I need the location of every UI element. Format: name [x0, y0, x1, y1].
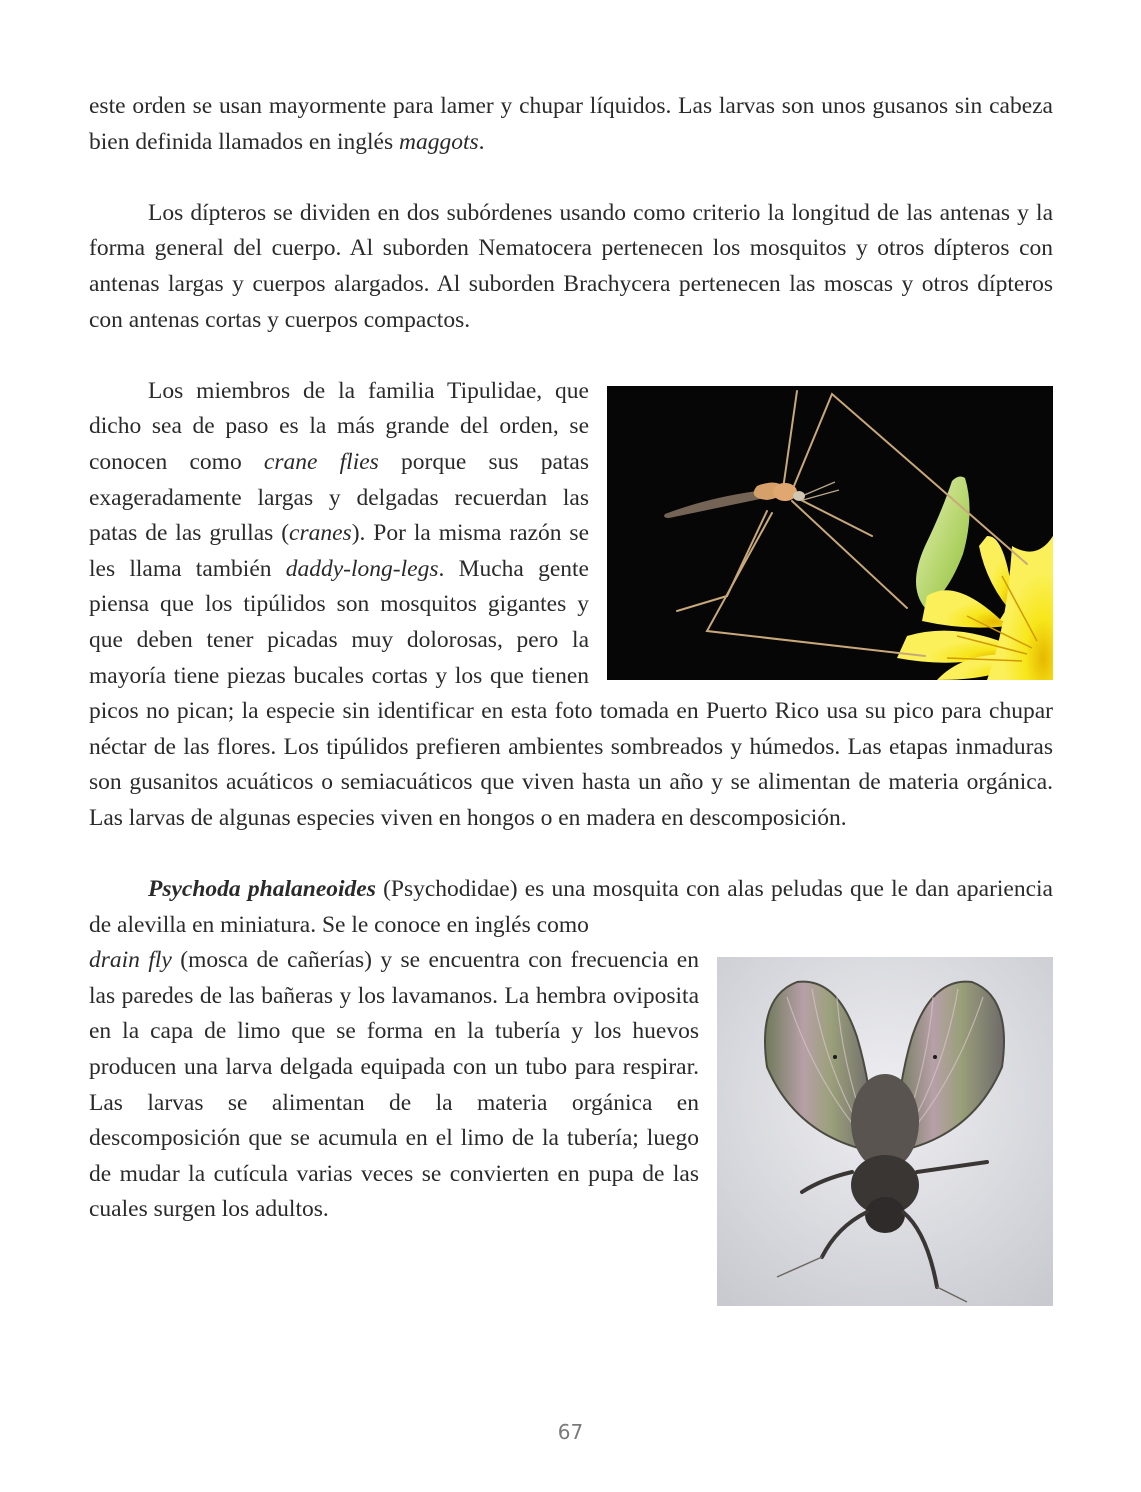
page-number: 67: [557, 1420, 584, 1444]
term-daddy-long-legs: daddy-long-legs: [285, 555, 439, 582]
crane-fly-illustration: [607, 386, 1053, 680]
paragraph-gap: [89, 338, 1053, 374]
paragraph-3-text: ). Por la misma razón se les llama también: [89, 520, 590, 582]
text-column: [89, 89, 1053, 1306]
term-drain-fly: drain fly: [89, 947, 172, 974]
paragraph-gap: [89, 160, 1053, 196]
paragraph-3-text: . Mucha gente piensa que los tipúlidos son mosquitos gigantes y que deben tener picadas muy dolorosas, pero la mayoría tiene piezas bucales cortas y los que tienen picos no pican; la especie sin identificar en esta foto tomada en Puerto Rico usa su pico para chupar néctar de las flores. Los tipúlidos prefieren ambientes sombreados y húmedos. Las etapas inmaduras son gusanitos acuáticos o semiacuáticos que viven hasta un año y se alimentan de materia orgánica. Las larvas de algunas especies viven en hongos o en madera en descomposición.: [89, 555, 1053, 831]
paragraph-3-text: Los miembros de la familia Tipulidae, que dicho sea de paso es la más grande del orden, se conocen como: [89, 377, 589, 475]
paragraph-1: [89, 89, 1053, 160]
paragraph-4-text: (Psychodidae) es una mosquita con alas peludas que le dan apariencia de alevilla en miniatura. Se le conoce en inglés como: [89, 876, 1053, 938]
paragraph-3-text: porque sus patas exageradamente largas y delgadas recuerdan las patas de las grullas (: [89, 448, 589, 547]
paragraph-2: Los dípteros se dividen en dos subórdenes usando como criterio la longitud de las antenas y la forma general del cuerpo. Al suborden Nematocera pertenecen los mosquitos y otros dípteros con antenas largas y cuerpos alargados. Al suborden Brachycera pertenecen las moscas y otros dípteros con antenas cortas y cuerpos compactos.: [89, 199, 1053, 333]
paragraph-gap: [89, 836, 1053, 872]
term-maggots: maggots: [399, 128, 479, 155]
paragraph-4: [89, 872, 1053, 943]
crane-fly-photo: [607, 386, 1053, 680]
drain-fly-photo: [717, 957, 1053, 1306]
paragraph-1-text: este orden se usan mayormente para lamer y chupar líquidos. Las larvas son unos gusanos sin cabeza bien definida llamados en inglés: [89, 93, 1053, 155]
drain-fly-illustration: [717, 957, 1053, 1306]
paragraph-1-end: .: [478, 128, 485, 155]
species-name: Psychoda phalaneoides: [148, 876, 376, 903]
term-cranes: cranes: [289, 520, 352, 547]
term-crane-flies: crane flies: [263, 448, 379, 475]
paragraph-4-text: (mosca de cañerías) y se encuentra con frecuencia en las paredes de las bañeras y los lavamanos. La hembra oviposita en la capa de limo que se forma en la tubería y los huevos producen una larva delgada equipada con un tubo para respirar. Las larvas se alimentan de la materia orgánica en descomposición que se acumula en el limo de la tubería; luego de mudar la cutícula varias veces se convierten en pupa de las cuales surgen los adultos.: [89, 947, 699, 1223]
